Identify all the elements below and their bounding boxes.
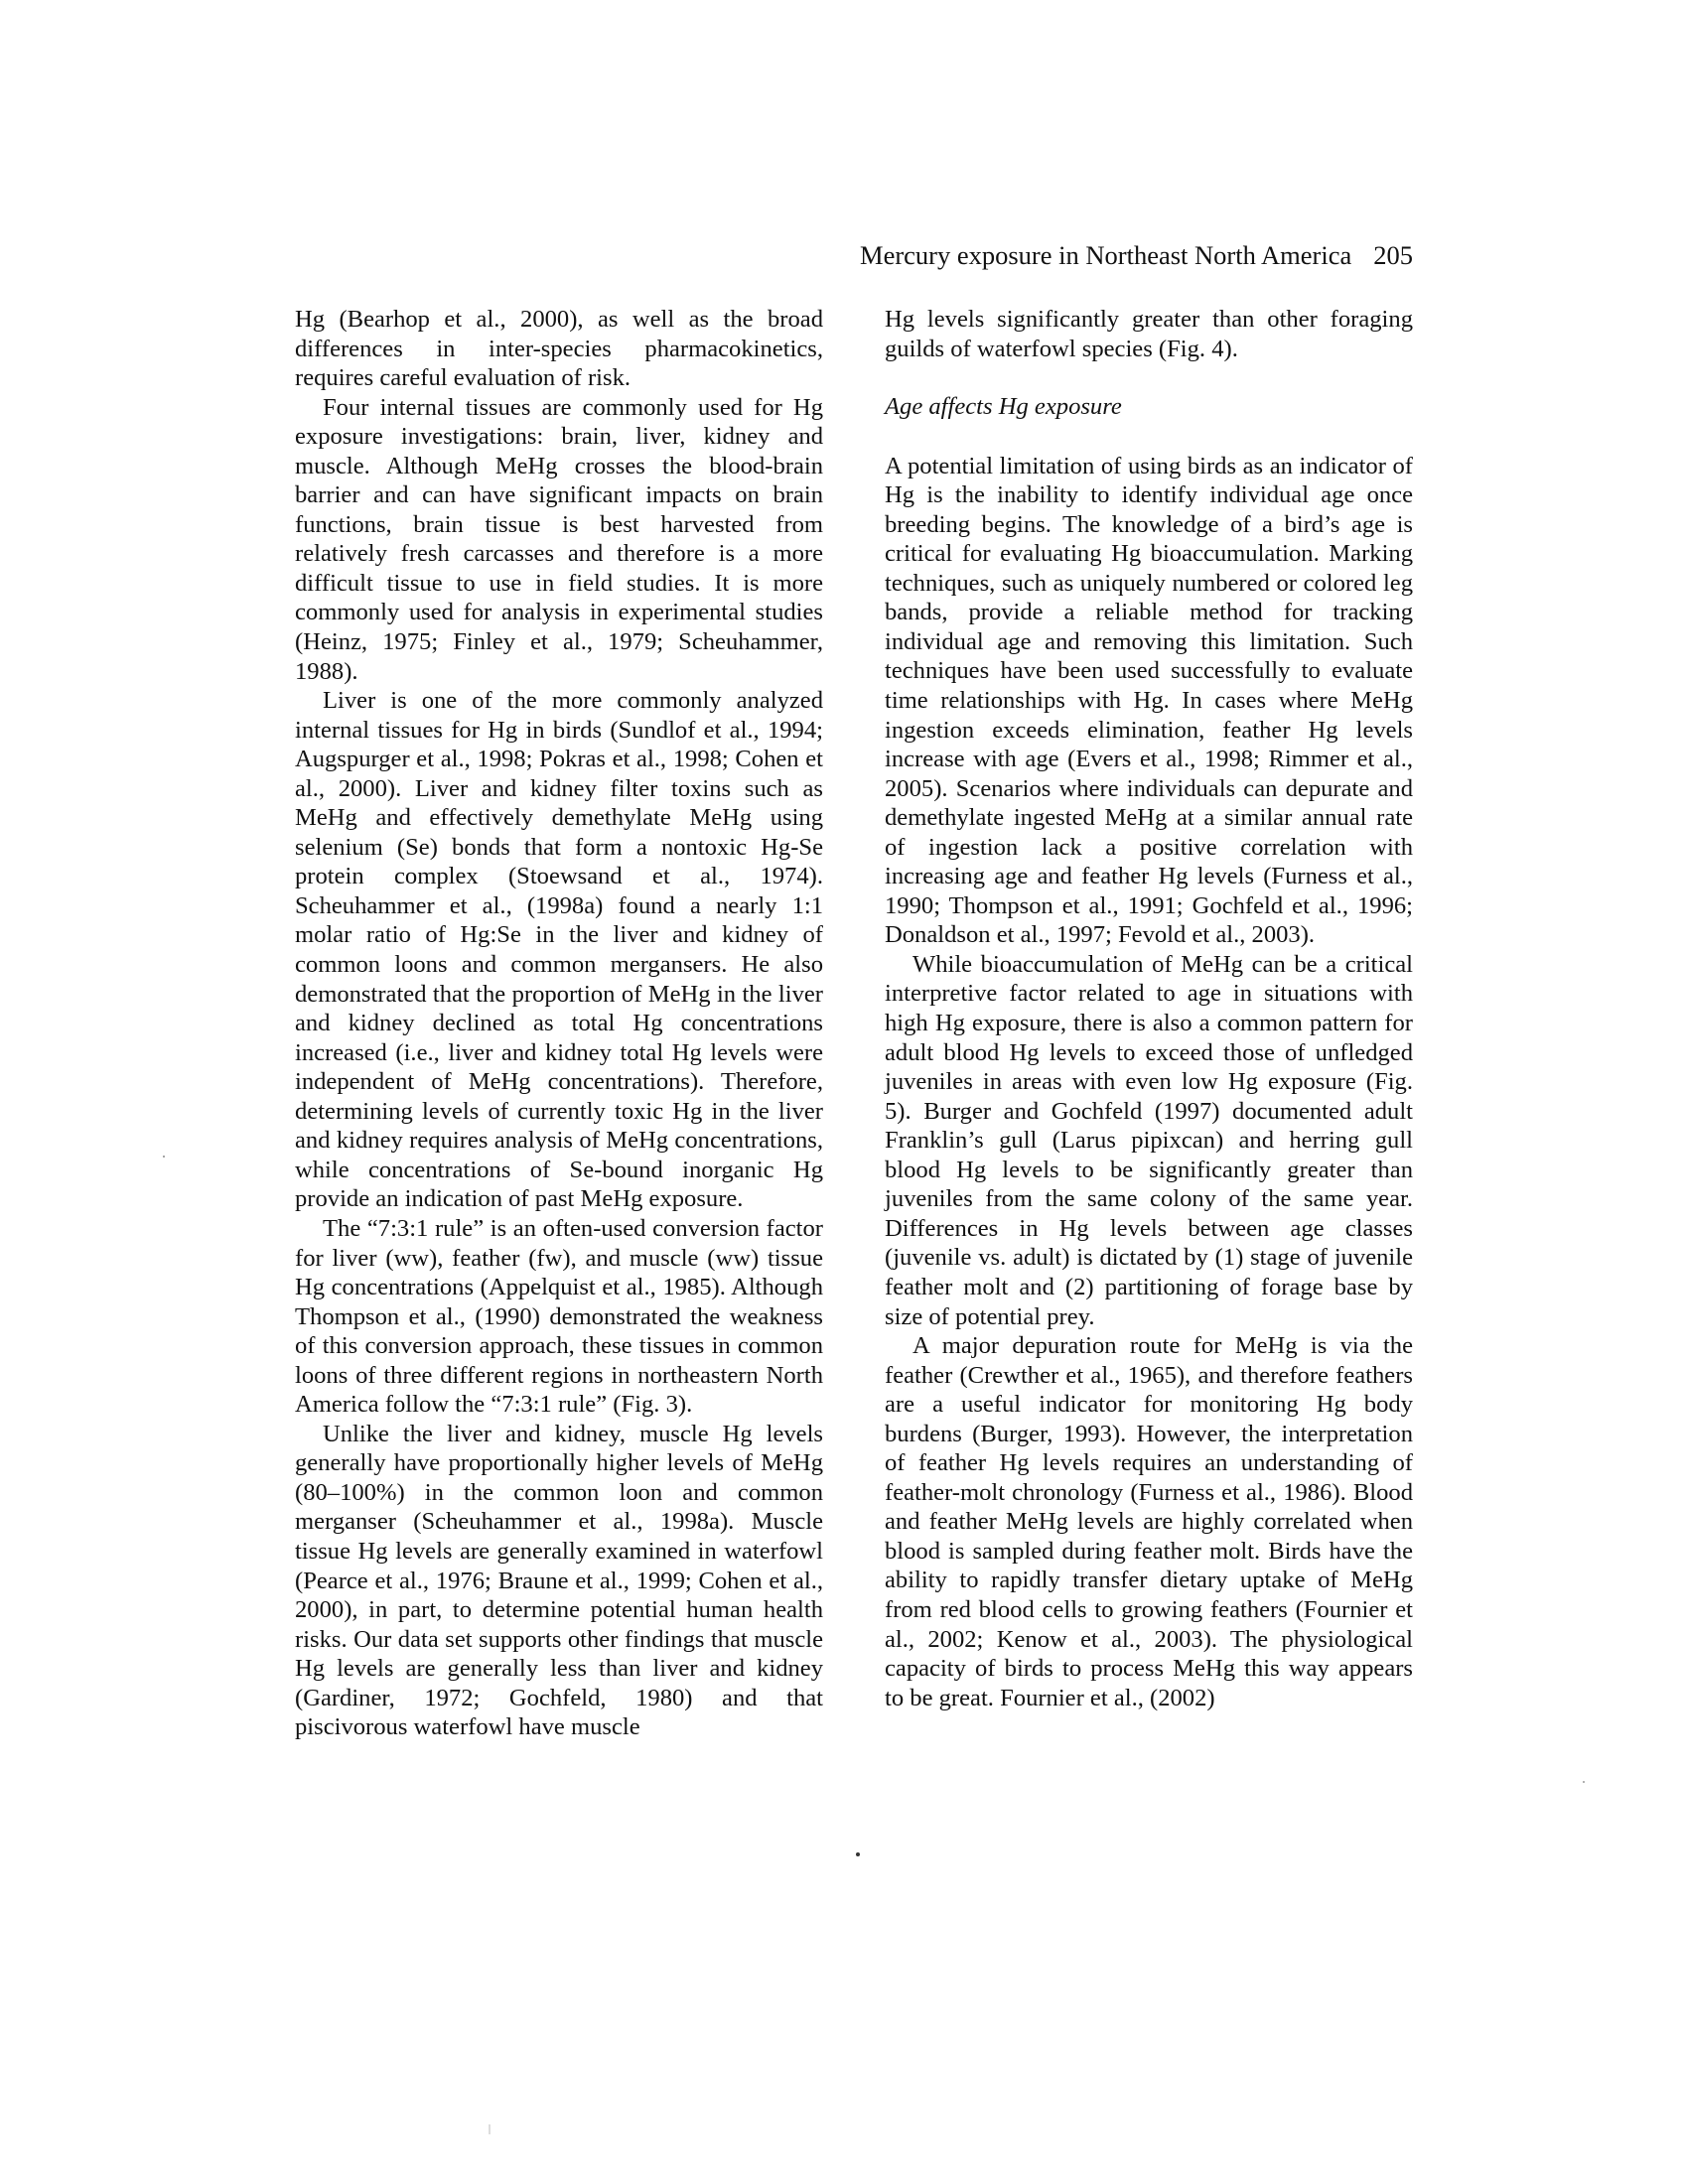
paragraph-age-limitation: A potential limitation of using birds as an indicator of Hg is the inability to identify individual age once breeding begins. The knowledge of a bird’s age is critical for evaluating Hg bioaccumulation. Marking techniques, such as uniquely numbered or colored leg bands, provide a reliable method for tracking individual age and removing this limitation. Such techniques have been used successfully to evaluate time relationships with Hg. In cases where MeHg ingestion exceeds elimination, feather Hg levels increase with age (Evers et al., 1998; Rimmer et al., 2005). Scenarios where individuals can depurate and demethylate ingested MeHg at a similar annual rate of ingestion lack a positive correlation with increasing age and feather Hg levels (Furness et al., 1990; Thompson et al., 1991; Gochfeld et al., 1996; Donaldson et al., 1997; Fevold et al., 2003). [885,452,1413,949]
page-number: 205 [1373,240,1413,270]
paragraph-bioaccumulation: While bioaccumulation of MeHg can be a critical interpretive factor related to age in situations with high Hg exposure, there is also a common pattern for adult blood Hg levels to exceed those of unfledged juveniles in areas with even low Hg exposure (Fig. 5). Burger and Gochfeld (1997) documented adult Franklin’s gull (Larus pipixcan) and herring gull blood Hg levels to be significantly greater than juveniles from the same colony of the same year. Differences in Hg levels between age classes (juvenile vs. adult) is dictated by (1) stage of juvenile feather molt and (2) partitioning of forage base by size of potential prey. [885,950,1413,1330]
scan-speck [856,1852,860,1856]
left-column [295,305,823,1742]
running-head [847,240,1413,270]
section-heading: Age affects Hg exposure [885,393,1122,421]
scan-speck [1583,1781,1585,1783]
paragraph-731-rule: The “7:3:1 rule” is an often-used conversion factor for liver (ww), feather (fw), and muscle (ww) tissue Hg concentrations (Appelquist et al., 1985). Although Thompson et al., (1990) demonstrated the weakness of this conversion approach, these tissues in common loons of three different regions in northeastern North America follow the “7:3:1 rule” (Fig. 3). [295,1214,823,1419]
scan-speck [163,1156,165,1158]
paragraph-depuration: A major depuration route for MeHg is via the feather (Crewther et al., 1965), and therefore feathers are a useful indicator for monitoring Hg body burdens (Burger, 1993). However, the interpretation of feather Hg levels requires an understanding of feather-molt chronology (Furness et al., 1986). Blood and feather MeHg levels are highly correlated when blood is sampled during feather molt. Birds have the ability to rapidly transfer dietary uptake of MeHg from red blood cells to growing feathers (Fournier et al., 2002; Kenow et al., 2003). The physiological capacity of birds to process MeHg this way appears to be great. Fournier et al., (2002) [885,1332,1413,1711]
paragraph-liver: Liver is one of the more commonly analyzed internal tissues for Hg in birds (Sundlof et al., 1994; Augspurger et al., 1998; Pokras et al., 1998; Cohen et al., 2000). Liver and kidney filter toxins such as MeHg and effectively demethylate MeHg using selenium (Se) bonds that form a nontoxic Hg-Se protein complex (Stoewsand et al., 1974). Scheuhammer et al., (1998a) found a nearly 1:1 molar ratio of Hg:Se in the liver and kidney of common loons and common mergansers. He also demonstrated that the proportion of MeHg in the liver and kidney declined as total Hg concentrations increased (i.e., liver and kidney total Hg levels were independent of MeHg concentrations). Therefore, determining levels of currently toxic Hg in the liver and kidney requires analysis of MeHg concentrations, while concentrations of Se-bound inorganic Hg provide an indication of past MeHg exposure. [295,687,823,1213]
paragraph-continued: Hg (Bearhop et al., 2000), as well as the broad differences in inter-species pharmacokinetics, requires careful evaluation of risk. [295,306,823,392]
running-title: Mercury exposure in Northeast North America [860,240,1352,270]
right-column [885,305,1413,1712]
paragraph-muscle: Unlike the liver and kidney, muscle Hg levels generally have proportionally higher levels of MeHg (80–100%) in the common loon and common merganser (Scheuhammer et al., 1998a). Muscle tissue Hg levels are generally examined in waterfowl (Pearce et al., 1976; Braune et al., 1999; Cohen et al., 2000), in part, to determine potential human health risks. Our data set supports other findings that muscle Hg levels are generally less than liver and kidney (Gardiner, 1972; Gochfeld, 1980) and that piscivorous waterfowl have muscle [295,1420,823,1741]
paragraph-continued: Hg levels significantly greater than other foraging guilds of waterfowl species (Fig. 4). [885,306,1413,362]
paragraph-internal-tissues: Four internal tissues are commonly used for Hg exposure investigations: brain, liver, kidney and muscle. Although MeHg crosses the blood-brain barrier and can have significant impacts on brain functions, brain tissue is best harvested from relatively fresh carcasses and therefore is a more difficult tissue to use in field studies. It is more commonly used for analysis in experimental studies (Heinz, 1975; Finley et al., 1979; Scheuhammer, 1988). [295,393,823,685]
